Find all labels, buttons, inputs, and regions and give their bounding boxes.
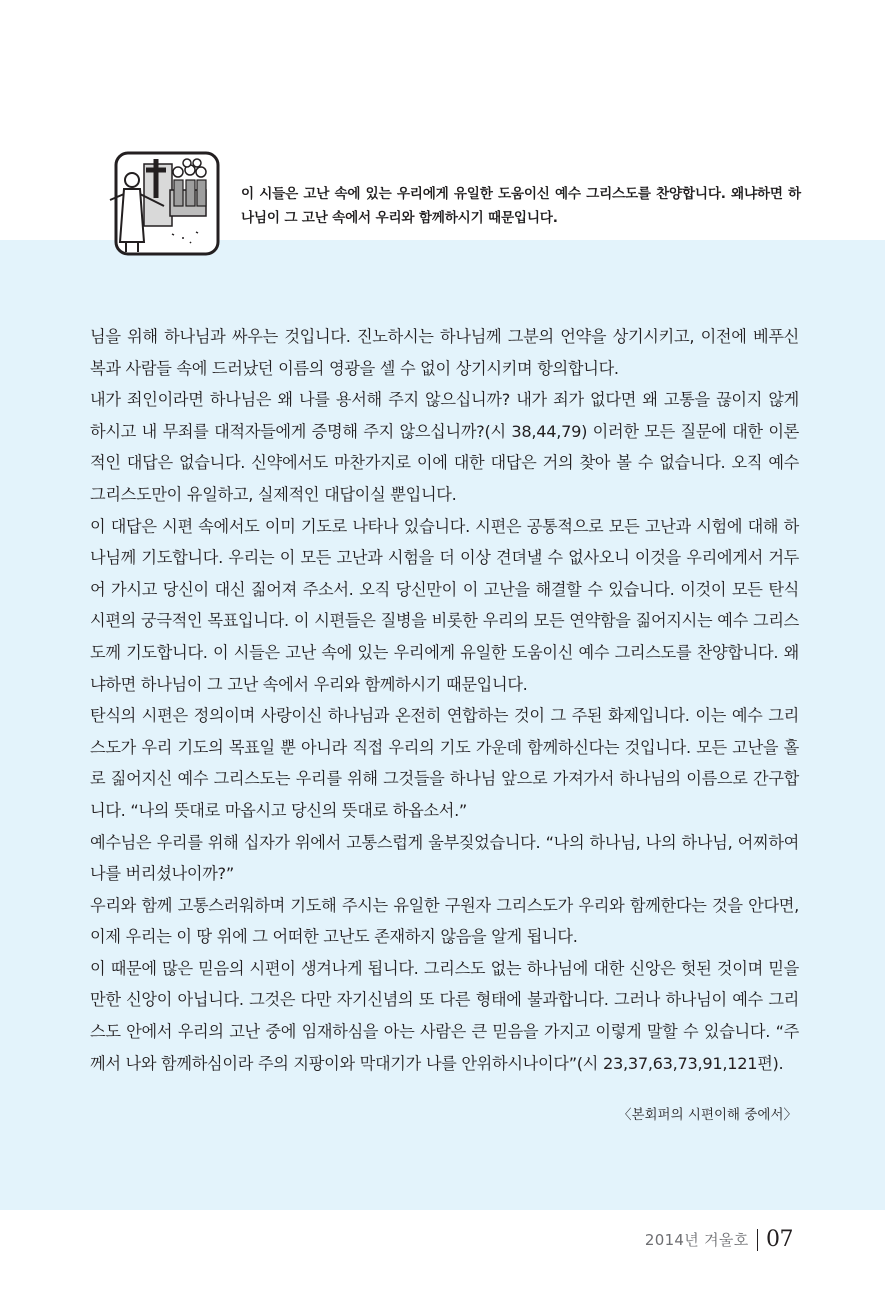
paragraph: 님을 위해 하나님과 싸우는 것입니다. 진노하시는 하나님께 그분의 언약을 상기시키고, 이전에 베푸신 복과 사람들 속에 드러났던 이름의 영광을 셀 수 없이 상기시키며 항의합니다. bbox=[90, 327, 799, 378]
paragraph: 우리와 함께 고통스러워하며 기도해 주시는 유일한 구원자 그리스도가 우리와 함께한다는 것을 안다면, 이제 우리는 이 땅 위에 그 어떠한 고난도 존재하지 않음을 알게 됩니다. bbox=[90, 895, 799, 947]
page-footer bbox=[645, 1227, 793, 1252]
paragraph: 탄식의 시편은 정의이며 사랑이신 하나님과 온전히 연합하는 것이 그 주된 화제입니다. 이는 예수 그리스도가 우리 기도의 목표일 뿐 아니라 직접 우리의 기도 가운데 함께하신다는 것입니다. 모든 고난을 홀로 짊어지신 예수 그리스도는 우리를 위해 그것들을 하나님 앞으로 가져가서 하나님의 이름으로 간구합니다. “나의 뜻대로 마옵시고 당신의 뜻대로 하옵소서.” bbox=[90, 706, 799, 820]
issue-label: 2014년 겨울호 bbox=[644, 1231, 749, 1249]
source-citation: 〈본회퍼의 시편이해 중에서〉 bbox=[617, 1107, 797, 1123]
pull-quote: 이 시들은 고난 속에 있는 우리에게 유일한 도움이신 예수 그리스도를 찬양합니다. 왜냐하면 하나님이 그 고난 속에서 우리와 함께하시기 때문입니다. bbox=[241, 186, 801, 226]
paragraph: 내가 죄인이라면 하나님은 왜 나를 용서해 주지 않으십니까? 내가 죄가 없다면 왜 고통을 끊이지 않게 하시고 내 무죄를 대적자들에게 증명해 주지 않으십니까?(시 38,44,79) 이러한 모든 질문에 대한 이론적인 대답은 없습니다. 신약에서도 마찬가지로 이에 대한 대답은 거의 찾아 볼 수 없습니다. 오직 예수 그리스도만이 유일하고, 실제적인 대답이실 뿐입니다. bbox=[90, 390, 799, 504]
footer-divider bbox=[757, 1229, 759, 1251]
paragraph: 이 대답은 시편 속에서도 이미 기도로 나타나 있습니다. 시편은 공통적으로 모든 고난과 시험에 대해 하나님께 기도합니다. 우리는 이 모든 고난과 시험을 더 이상 견뎌낼 수 없사오니 이것을 우리에게서 거두어 가시고 당신이 대신 짊어져 주소서. 오직 당신만이 이 고난을 해결할 수 있습니다. 이것이 모든 탄식 시편의 궁극적인 목표입니다. 이 시편들은 질병을 비롯한 우리의 모든 연약함을 짊어지시는 예수 그리스도께 기도합니다. 이 시들은 고난 속에 있는 우리에게 유일한 도움이신 예수 그리스도를 찬양합니다. 왜냐하면 하나님이 그 고난 속에서 우리와 함께하시기 때문입니다. bbox=[90, 516, 799, 694]
praying-figure-illustration bbox=[106, 150, 222, 258]
page-number: 07 bbox=[766, 1227, 793, 1252]
paragraph: 이 때문에 많은 믿음의 시편이 생겨나게 됩니다. 그리스도 없는 하나님에 대한 신앙은 헛된 것이며 믿을 만한 신앙이 아닙니다. 그것은 다만 자기신념의 또 다른 형태에 불과합니다. 그러나 하나님이 예수 그리스도 안에서 우리의 고난 중에 임재하심을 아는 사람은 큰 믿음을 가지고 이렇게 말할 수 있습니다. “주께서 나와 함께하심이라 주의 지팡이와 막대기가 나를 안위하시나이다”(시 23,37,63,73,91,121편). bbox=[90, 958, 799, 1073]
article-body bbox=[90, 321, 799, 1079]
paragraph: 예수님은 우리를 위해 십자가 위에서 고통스럽게 울부짖었습니다. “나의 하나님, 나의 하나님, 어찌하여 나를 버리셨나이까?” bbox=[90, 832, 799, 884]
